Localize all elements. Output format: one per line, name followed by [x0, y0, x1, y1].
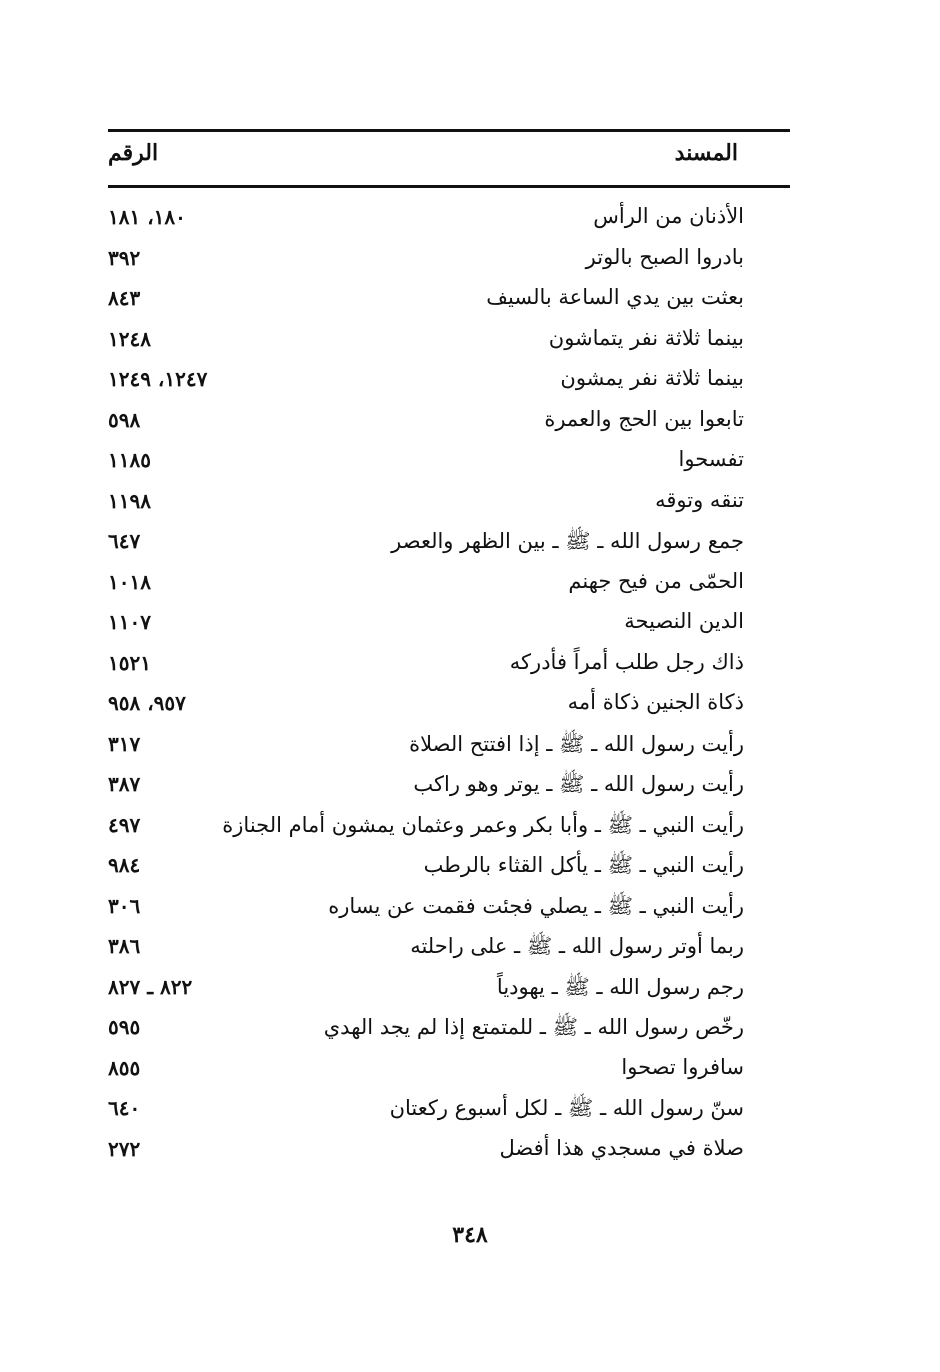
entry-number: ٦٤٠	[108, 1096, 141, 1120]
entry-number: ١٢٤٨	[108, 326, 151, 351]
entry-number: ١٢٤٧، ١٢٤٩	[108, 367, 208, 391]
index-entry	[108, 929, 790, 970]
entry-number: ٨٢٢ ـ ٨٢٧	[108, 974, 193, 999]
entry-number: ١٥٢١	[108, 650, 151, 675]
entry-number: ٨٤٣	[108, 286, 141, 310]
index-entry	[108, 848, 790, 889]
index-entry	[108, 403, 790, 444]
index-entry	[108, 1051, 790, 1092]
entry-number: ١١٩٨	[108, 488, 151, 513]
entry-text: ربما أوتر رسول الله ـ ﷺ ـ على راحلته	[410, 934, 744, 958]
entry-number: ٣٠٦	[108, 893, 141, 918]
index-entry	[108, 362, 790, 403]
entry-text: الحمّى من فيح جهنم	[568, 568, 744, 593]
entry-number: ١٠١٨	[108, 569, 151, 594]
entry-text: الدين النصيحة	[624, 609, 744, 633]
header-bottom-rule	[108, 185, 790, 188]
index-entry	[108, 686, 790, 727]
entry-number: ٤٩٧	[108, 812, 141, 837]
entry-number: ١١٠٧	[108, 610, 151, 634]
entry-text: رأيت رسول الله ـ ﷺ ـ يوتر وهو راكب	[413, 772, 744, 796]
entry-text: رأيت النبي ـ ﷺ ـ وأبا بكر وعمر وعثمان يمشون أمام الجنازة	[222, 812, 744, 837]
index-entry	[108, 322, 790, 363]
entry-number: ٦٤٧	[108, 529, 141, 553]
index-entry	[108, 1132, 790, 1173]
entry-text: رأيت رسول الله ـ ﷺ ـ إذا افتتح الصلاة	[409, 731, 744, 756]
entry-number: ١٨٠، ١٨١	[108, 205, 186, 229]
index-entry	[108, 281, 790, 322]
entry-text: رجم رسول الله ـ ﷺ ـ يهودياً	[496, 974, 744, 999]
entry-text: رأيت النبي ـ ﷺ ـ يصلي فجئت فقمت عن يساره	[328, 893, 744, 918]
entry-number: ٥٩٨	[108, 407, 141, 432]
entry-text: سنّ رسول الله ـ ﷺ ـ لكل أسبوع ركعتان	[389, 1096, 744, 1120]
entry-text: ذاك رجل طلب أمراً فأدركه	[509, 649, 744, 674]
entry-text: بينما ثلاثة نفر يتماشون	[548, 325, 744, 350]
entry-number: ٣٩٢	[108, 245, 141, 270]
header-musnad: المسند	[674, 140, 738, 166]
entry-text: بادروا الصبح بالوتر	[585, 244, 744, 269]
entry-text: تفسحوا	[678, 447, 744, 471]
index-entry	[108, 241, 790, 282]
entry-text: بعثت بين يدي الساعة بالسيف	[486, 285, 744, 309]
index-entry	[108, 1091, 790, 1132]
entry-number: ٩٥٧، ٩٥٨	[108, 691, 186, 715]
index-entry	[108, 1010, 790, 1051]
entry-text: بينما ثلاثة نفر يمشون	[560, 366, 744, 390]
index-entry	[108, 605, 790, 646]
entry-number: ٣٨٦	[108, 934, 141, 958]
header-top-rule	[108, 129, 790, 132]
index-entry	[108, 565, 790, 606]
entry-text: تابعوا بين الحج والعمرة	[544, 406, 744, 431]
index-entry	[108, 727, 790, 768]
index-entry	[108, 767, 790, 808]
entry-text: رأيت النبي ـ ﷺ ـ يأكل القثاء بالرطب	[423, 853, 744, 877]
index-entry	[108, 443, 790, 484]
index-entry	[108, 970, 790, 1011]
table-header	[108, 138, 790, 178]
index-entry	[108, 484, 790, 525]
index-entry	[108, 808, 790, 849]
entry-text: رخّص رسول الله ـ ﷺ ـ للمتمتع إذا لم يجد الهدي	[323, 1015, 744, 1039]
entry-number: ٩٨٤	[108, 853, 141, 877]
entry-number: ١١٨٥	[108, 448, 151, 472]
entry-text: سافروا تصحوا	[621, 1054, 744, 1079]
entry-text: صلاة في مسجدي هذا أفضل	[499, 1135, 744, 1160]
entry-number: ٣٨٧	[108, 772, 141, 796]
entry-number: ٨٥٥	[108, 1055, 141, 1080]
header-number: الرقم	[108, 140, 159, 166]
index-entry	[108, 646, 790, 687]
index-entry	[108, 200, 790, 241]
index-entry	[108, 889, 790, 930]
entry-text: الأذنان من الرأس	[593, 204, 744, 228]
index-entry	[108, 524, 790, 565]
entry-text: ذكاة الجنين ذكاة أمه	[567, 690, 744, 714]
page-number: ٣٤٨	[452, 1222, 488, 1248]
entry-number: ٢٧٢	[108, 1136, 141, 1161]
entry-text: جمع رسول الله ـ ﷺ ـ بين الظهر والعصر	[391, 529, 744, 553]
entry-number: ٣١٧	[108, 731, 141, 756]
index-list	[108, 200, 790, 1172]
entry-text: تنقه وتوقه	[655, 487, 744, 512]
entry-number: ٥٩٥	[108, 1015, 141, 1039]
